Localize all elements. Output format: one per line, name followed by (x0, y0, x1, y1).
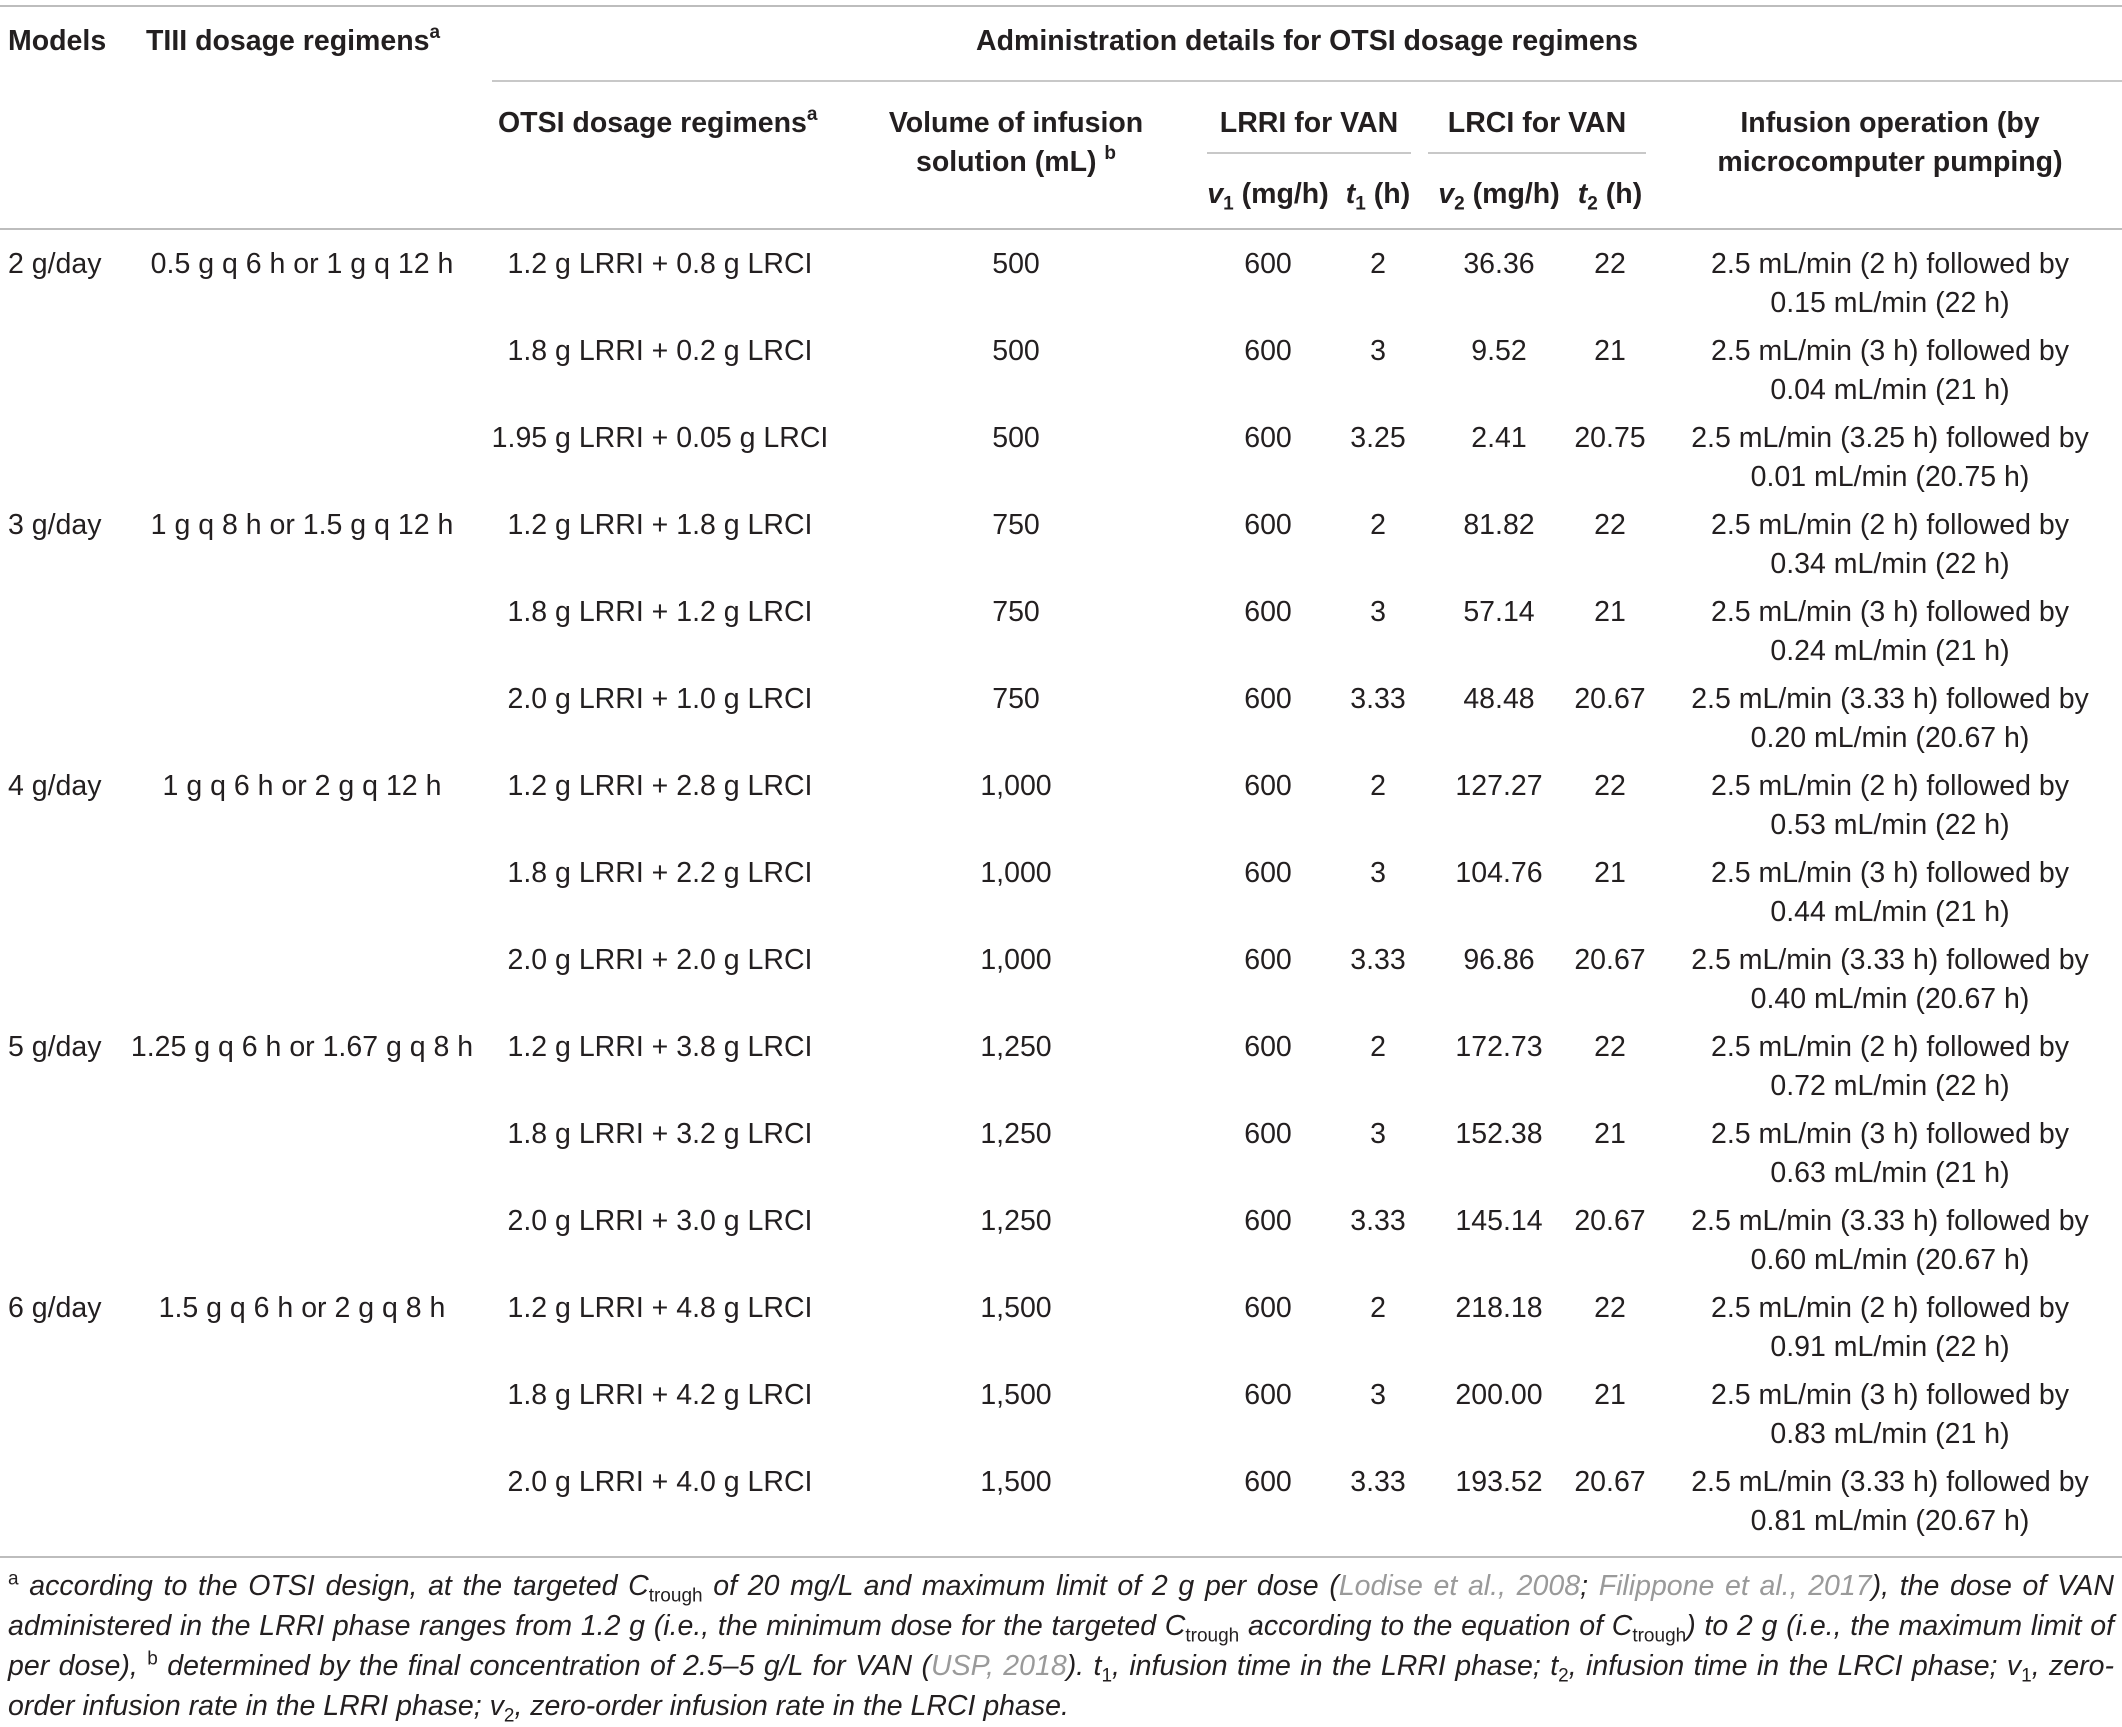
cell-volume: 1,500 (980, 1292, 1052, 1324)
header-volume-sup: b (1104, 142, 1116, 164)
cell-infusion-line2: 0.81 mL/min (20.67 h) (1750, 1505, 2030, 1537)
header-models (8, 22, 106, 61)
cell-volume: 1,500 (980, 1379, 1052, 1411)
cell-infusion-line1: 2.5 mL/min (2 h) followed by (1711, 1292, 2069, 1324)
cell-otsi: 2.0 g LRRI + 1.0 g LRCI (507, 683, 813, 715)
cell-v2: 36.36 (1463, 248, 1535, 280)
footnote-text: according to the OTSI design, at the targeted C (18, 1570, 649, 1602)
cell-v1: 600 (1244, 683, 1292, 715)
cell-volume: 500 (992, 335, 1040, 367)
cell-infusion-line1: 2.5 mL/min (3.33 h) followed by (1691, 1205, 2089, 1237)
cell-t1: 2 (1370, 1031, 1386, 1063)
cell-infusion (1660, 1376, 2120, 1454)
cell-v2: 104.76 (1455, 857, 1543, 889)
header-t1 (1338, 175, 1418, 214)
cell-model: 5 g/day (8, 1031, 102, 1063)
cell-t2: 22 (1594, 1292, 1626, 1324)
cell-infusion-line2: 0.34 mL/min (22 h) (1770, 548, 2010, 580)
cell-volume: 750 (992, 509, 1040, 541)
footnote-a-mark: a (8, 1568, 19, 1590)
footnote-b-mark: b (147, 1648, 158, 1670)
cell-infusion (1660, 506, 2120, 584)
footnote-subscript: trough (648, 1585, 703, 1607)
cell-t2: 22 (1594, 509, 1626, 541)
header-t2-sub: 2 (1587, 193, 1598, 215)
cell-infusion (1660, 1028, 2120, 1106)
footnote-text: ; (1580, 1570, 1599, 1602)
cell-v2: 9.52 (1471, 335, 1527, 367)
table-footnote (8, 1566, 2114, 1726)
cell-v1: 600 (1244, 857, 1292, 889)
cell-infusion-line1: 2.5 mL/min (2 h) followed by (1711, 248, 2069, 280)
header-volume-line2: solution (mL) (916, 146, 1097, 178)
citation-link[interactable]: USP, 2018 (931, 1650, 1067, 1682)
header-volume-line1: Volume of infusion (888, 107, 1144, 139)
cell-t1: 3 (1370, 1379, 1386, 1411)
cell-v2: 172.73 (1455, 1031, 1543, 1063)
cell-t1: 3 (1370, 596, 1386, 628)
cell-v2: 81.82 (1463, 509, 1535, 541)
cell-t1: 3.25 (1350, 422, 1406, 454)
cell-otsi: 2.0 g LRRI + 3.0 g LRCI (507, 1205, 813, 1237)
citation-link[interactable]: Filippone et al., 2017 (1598, 1570, 1872, 1602)
cell-v2: 48.48 (1463, 683, 1535, 715)
header-tiii (146, 22, 440, 61)
cell-infusion-line1: 2.5 mL/min (3 h) followed by (1711, 1379, 2069, 1411)
cell-v1: 600 (1244, 248, 1292, 280)
cell-infusion (1660, 332, 2120, 410)
cell-t2: 20.75 (1574, 422, 1646, 454)
cell-t2: 22 (1594, 1031, 1626, 1063)
cell-t2: 21 (1594, 1118, 1626, 1150)
header-tiii-sup: a (429, 21, 441, 43)
cell-v1: 600 (1244, 1118, 1292, 1150)
cell-volume: 1,250 (980, 1118, 1052, 1150)
header-tiii-text: TIII dosage regimens (146, 25, 430, 57)
cell-infusion-line1: 2.5 mL/min (2 h) followed by (1711, 509, 2069, 541)
cell-t2: 20.67 (1574, 1205, 1646, 1237)
footnote-subscript: trough (1632, 1625, 1687, 1647)
cell-otsi: 1.2 g LRRI + 2.8 g LRCI (507, 770, 813, 802)
header-v2 (1428, 175, 1570, 214)
cell-infusion (1660, 680, 2120, 758)
cell-infusion-line2: 0.44 mL/min (21 h) (1770, 896, 2010, 928)
cell-model: 3 g/day (8, 509, 102, 541)
cell-tiii: 1 g q 8 h or 1.5 g q 12 h (150, 509, 454, 541)
cell-volume: 1,000 (980, 770, 1052, 802)
cell-v2: 127.27 (1455, 770, 1543, 802)
cell-infusion-line1: 2.5 mL/min (3 h) followed by (1711, 857, 2069, 889)
cell-v2: 2.41 (1471, 422, 1527, 454)
header-t2-unit: (h) (1605, 178, 1643, 210)
cell-infusion (1660, 1463, 2120, 1541)
cell-t2: 21 (1594, 335, 1626, 367)
cell-t1: 2 (1370, 509, 1386, 541)
footnote-text: , zero-order infusion rate in the LRRI phase; v (8, 1650, 2114, 1722)
cell-volume: 1,000 (980, 944, 1052, 976)
header-v2-sub: 2 (1454, 193, 1465, 215)
top-rule (0, 5, 2122, 7)
cell-v2: 145.14 (1455, 1205, 1543, 1237)
cell-otsi: 1.8 g LRRI + 4.2 g LRCI (507, 1379, 813, 1411)
cell-infusion (1660, 767, 2120, 845)
cell-volume: 750 (992, 683, 1040, 715)
header-lrri (1207, 104, 1411, 143)
citation-link[interactable]: Lodise et al., 2008 (1338, 1570, 1581, 1602)
cell-otsi: 1.8 g LRRI + 3.2 g LRCI (507, 1118, 813, 1150)
cell-model: 6 g/day (8, 1292, 102, 1324)
cell-volume: 1,250 (980, 1205, 1052, 1237)
footnote-subscript: 1 (2021, 1665, 2032, 1687)
header-t2-var: t (1577, 178, 1588, 210)
cell-infusion-line2: 0.63 mL/min (21 h) (1770, 1157, 2010, 1189)
cell-t2: 21 (1594, 1379, 1626, 1411)
cell-v2: 218.18 (1455, 1292, 1543, 1324)
cell-infusion (1660, 419, 2120, 497)
cell-infusion-line1: 2.5 mL/min (3.33 h) followed by (1691, 944, 2089, 976)
header-t1-sub: 1 (1355, 193, 1366, 215)
cell-tiii: 0.5 g q 6 h or 1 g q 12 h (150, 248, 454, 280)
cell-volume: 500 (992, 422, 1040, 454)
cell-volume: 1,500 (980, 1466, 1052, 1498)
cell-t1: 3 (1370, 1118, 1386, 1150)
footnote-subscript: 1 (1101, 1665, 1113, 1687)
cell-v2: 96.86 (1463, 944, 1535, 976)
cell-t2: 22 (1594, 248, 1626, 280)
cell-v1: 600 (1244, 1205, 1292, 1237)
lrri-underline (1207, 152, 1411, 154)
cell-t1: 2 (1370, 248, 1386, 280)
cell-infusion-line2: 0.24 mL/min (21 h) (1770, 635, 2010, 667)
cell-t1: 3.33 (1350, 1205, 1406, 1237)
cell-infusion (1660, 1202, 2120, 1280)
cell-infusion-line2: 0.60 mL/min (20.67 h) (1750, 1244, 2030, 1276)
cell-otsi: 1.8 g LRRI + 2.2 g LRCI (507, 857, 813, 889)
cell-volume: 750 (992, 596, 1040, 628)
cell-otsi: 1.8 g LRRI + 0.2 g LRCI (507, 335, 813, 367)
cell-t1: 3.33 (1350, 683, 1406, 715)
header-lrci (1428, 104, 1646, 143)
cell-infusion (1660, 245, 2120, 323)
header-lrri-text: LRRI for VAN (1219, 107, 1399, 139)
admin-header-rule (492, 80, 2122, 82)
cell-otsi: 1.2 g LRRI + 4.8 g LRCI (507, 1292, 813, 1324)
header-t2 (1570, 175, 1650, 214)
header-v2-var: v (1438, 178, 1455, 210)
cell-t2: 20.67 (1574, 944, 1646, 976)
header-infusion (1660, 104, 2120, 182)
cell-v1: 600 (1244, 1292, 1292, 1324)
cell-otsi: 2.0 g LRRI + 2.0 g LRCI (507, 944, 813, 976)
cell-volume: 500 (992, 248, 1040, 280)
cell-t2: 21 (1594, 857, 1626, 889)
header-models-text: Models (8, 25, 107, 57)
header-otsi-text: OTSI dosage regimens (498, 107, 807, 139)
cell-t1: 3.33 (1350, 1466, 1406, 1498)
footnote-text: , infusion time in the LRRI phase; t (1112, 1650, 1559, 1682)
footnote-subscript: 2 (1558, 1665, 1569, 1687)
cell-infusion (1660, 1289, 2120, 1367)
header-v1 (1200, 175, 1336, 214)
cell-t1: 3 (1370, 857, 1386, 889)
cell-infusion-line1: 2.5 mL/min (3 h) followed by (1711, 335, 2069, 367)
header-lrci-text: LRCI for VAN (1447, 107, 1627, 139)
cell-infusion-line2: 0.91 mL/min (22 h) (1770, 1331, 2010, 1363)
cell-t1: 2 (1370, 1292, 1386, 1324)
footnote-subscript: 2 (503, 1705, 515, 1727)
header-otsi (498, 104, 817, 143)
footnote-text: of 20 mg/L and maximum limit of 2 g per dose ( (702, 1570, 1339, 1602)
cell-infusion-line1: 2.5 mL/min (3.33 h) followed by (1691, 683, 2089, 715)
cell-infusion-line2: 0.04 mL/min (21 h) (1770, 374, 2010, 406)
cell-infusion-line1: 2.5 mL/min (3 h) followed by (1711, 596, 2069, 628)
cell-v1: 600 (1244, 422, 1292, 454)
cell-model: 2 g/day (8, 248, 102, 280)
cell-infusion-line2: 0.01 mL/min (20.75 h) (1750, 461, 2030, 493)
header-admin (492, 22, 2122, 61)
footnote-subscript: trough (1185, 1625, 1240, 1647)
cell-model: 4 g/day (8, 770, 102, 802)
cell-t2: 20.67 (1574, 1466, 1646, 1498)
cell-t1: 2 (1370, 770, 1386, 802)
cell-infusion-line2: 0.15 mL/min (22 h) (1770, 287, 2010, 319)
header-admin-text: Administration details for OTSI dosage regimens (976, 25, 1638, 57)
header-infusion-line1: Infusion operation (by (1740, 107, 2040, 139)
lrci-underline (1428, 152, 1646, 154)
header-volume (866, 104, 1166, 182)
footnote-text: , zero-order infusion rate in the LRCI phase. (514, 1690, 1069, 1722)
cell-t1: 3.33 (1350, 944, 1406, 976)
cell-tiii: 1 g q 6 h or 2 g q 12 h (162, 770, 442, 802)
cell-infusion (1660, 1115, 2120, 1193)
cell-infusion-line2: 0.83 mL/min (21 h) (1770, 1418, 2010, 1450)
cell-infusion-line2: 0.40 mL/min (20.67 h) (1750, 983, 2030, 1015)
cell-v1: 600 (1244, 944, 1292, 976)
cell-t2: 21 (1594, 596, 1626, 628)
table-bottom-rule (0, 1556, 2122, 1558)
cell-t2: 22 (1594, 770, 1626, 802)
header-t1-var: t (1345, 178, 1356, 210)
header-t1-unit: (h) (1373, 178, 1411, 210)
cell-v1: 600 (1244, 335, 1292, 367)
footnote-text: determined by the final concentration of 2.5–5 g/L for VAN ( (157, 1650, 932, 1682)
header-infusion-line2: microcomputer pumping) (1717, 146, 2063, 178)
cell-v1: 600 (1244, 1031, 1292, 1063)
cell-v1: 600 (1244, 596, 1292, 628)
cell-v2: 152.38 (1455, 1118, 1543, 1150)
header-v2-unit: (mg/h) (1472, 178, 1560, 210)
cell-v1: 600 (1244, 509, 1292, 541)
cell-otsi: 1.2 g LRRI + 3.8 g LRCI (507, 1031, 813, 1063)
footnote-text: ), the dose of VAN administered in the LRRI phase ranges from 1.2 g (i.e., the minimum dose for the targeted C (8, 1570, 2114, 1642)
cell-infusion (1660, 854, 2120, 932)
cell-otsi: 1.2 g LRRI + 0.8 g LRCI (507, 248, 813, 280)
cell-otsi: 1.2 g LRRI + 1.8 g LRCI (507, 509, 813, 541)
cell-tiii: 1.5 g q 6 h or 2 g q 8 h (158, 1292, 446, 1324)
cell-volume: 1,250 (980, 1031, 1052, 1063)
footnote-text: ) to 2 g (i.e., the maximum limit of per dose), (8, 1610, 2115, 1682)
cell-v1: 600 (1244, 1466, 1292, 1498)
cell-infusion-line2: 0.20 mL/min (20.67 h) (1750, 722, 2030, 754)
cell-v1: 600 (1244, 1379, 1292, 1411)
cell-infusion-line2: 0.53 mL/min (22 h) (1770, 809, 2010, 841)
cell-t1: 3 (1370, 335, 1386, 367)
header-v1-unit: (mg/h) (1241, 178, 1329, 210)
cell-infusion-line1: 2.5 mL/min (3.25 h) followed by (1691, 422, 2089, 454)
cell-volume: 1,000 (980, 857, 1052, 889)
footnote-text: according to the equation of C (1239, 1610, 1633, 1642)
cell-infusion-line1: 2.5 mL/min (3 h) followed by (1711, 1118, 2069, 1150)
cell-infusion-line1: 2.5 mL/min (2 h) followed by (1711, 1031, 2069, 1063)
cell-otsi: 1.8 g LRRI + 1.2 g LRCI (507, 596, 813, 628)
cell-tiii: 1.25 g q 6 h or 1.67 g q 8 h (130, 1031, 474, 1063)
cell-infusion (1660, 593, 2120, 671)
cell-v2: 193.52 (1455, 1466, 1543, 1498)
cell-v1: 600 (1244, 770, 1292, 802)
cell-t2: 20.67 (1574, 683, 1646, 715)
header-bottom-rule (0, 228, 2122, 230)
header-v1-sub: 1 (1223, 193, 1234, 215)
cell-otsi: 2.0 g LRRI + 4.0 g LRCI (507, 1466, 813, 1498)
cell-infusion (1660, 941, 2120, 1019)
cell-infusion-line1: 2.5 mL/min (2 h) followed by (1711, 770, 2069, 802)
footnote-text: , infusion time in the LRCI phase; v (1568, 1650, 2022, 1682)
header-v1-var: v (1207, 178, 1224, 210)
cell-v2: 57.14 (1463, 596, 1535, 628)
cell-infusion-line1: 2.5 mL/min (3.33 h) followed by (1691, 1466, 2089, 1498)
cell-v2: 200.00 (1455, 1379, 1543, 1411)
cell-otsi: 1.95 g LRRI + 0.05 g LRCI (491, 422, 829, 454)
footnote-text: ). t (1066, 1650, 1102, 1682)
cell-infusion-line2: 0.72 mL/min (22 h) (1770, 1070, 2010, 1102)
header-otsi-sup: a (806, 103, 818, 125)
